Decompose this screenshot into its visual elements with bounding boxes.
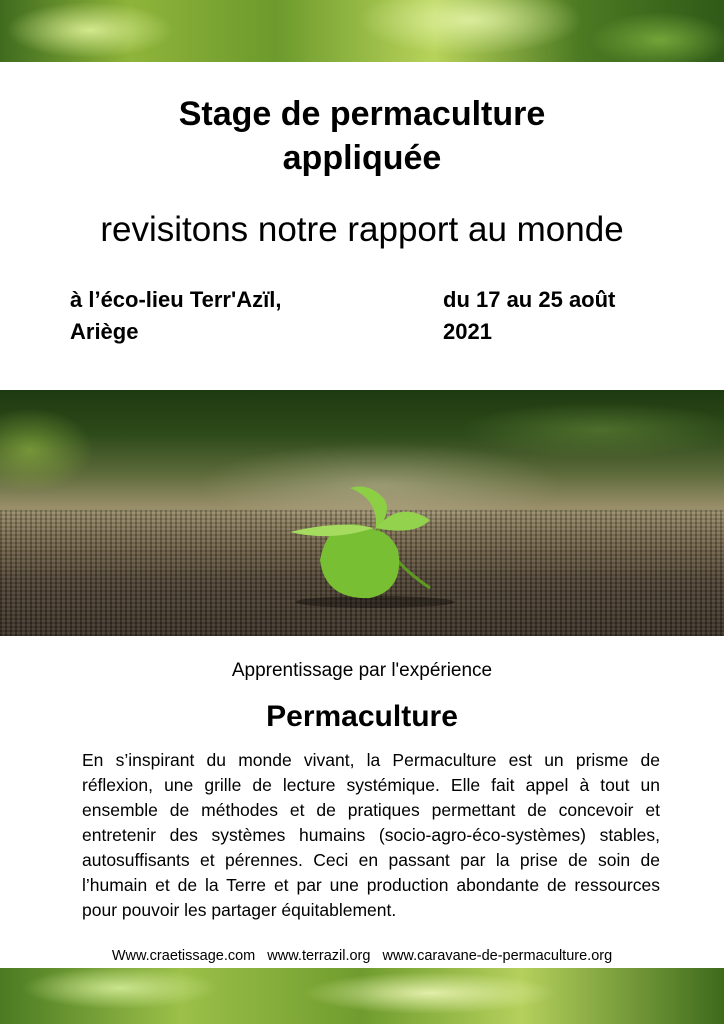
subtitle: revisitons notre rapport au monde [100, 210, 624, 249]
link-terrazil[interactable]: www.terrazil.org [267, 948, 371, 964]
section-title: Permaculture [266, 700, 458, 733]
link-caravane[interactable]: www.caravane-de-permaculture.org [382, 948, 613, 964]
description-paragraph: En s’inspirant du monde vivant, la Permaculture est un prisme de réflexion, une grille de lecture systémique. Elle fait appel à tout un ensemble de méthodes et de pratiques permettant de concevoir et entretenir des systèmes humains (socio-agro-éco-systèmes) stables, autosuffisants et pérennes. Ceci en passant par la prise de soin de l’humain et de la Terre et par une production abondante de ressources pour pouvoir les partager équitablement. [82, 750, 660, 920]
event-location [70, 284, 390, 348]
footer-links [0, 946, 724, 966]
sprout-icon [280, 470, 470, 610]
location-line-1: à l’éco-lieu Terr'Azïl, [70, 287, 282, 312]
title-line-1: Stage de permaculture [178, 95, 546, 133]
event-dates [443, 284, 683, 348]
bottom-foliage-banner [0, 968, 724, 1024]
tagline: Apprentissage par l'expérience [231, 660, 493, 681]
title-line-2: appliquée [282, 139, 442, 177]
page-title [0, 92, 724, 180]
top-foliage-banner [0, 0, 724, 62]
location-line-2: Ariège [70, 319, 139, 344]
dates-line-2: 2021 [443, 319, 492, 344]
dates-line-1: du 17 au 25 août [443, 287, 616, 312]
sprout-shadow [295, 596, 455, 608]
link-craetissage[interactable]: Www.craetissage.com [111, 948, 256, 964]
